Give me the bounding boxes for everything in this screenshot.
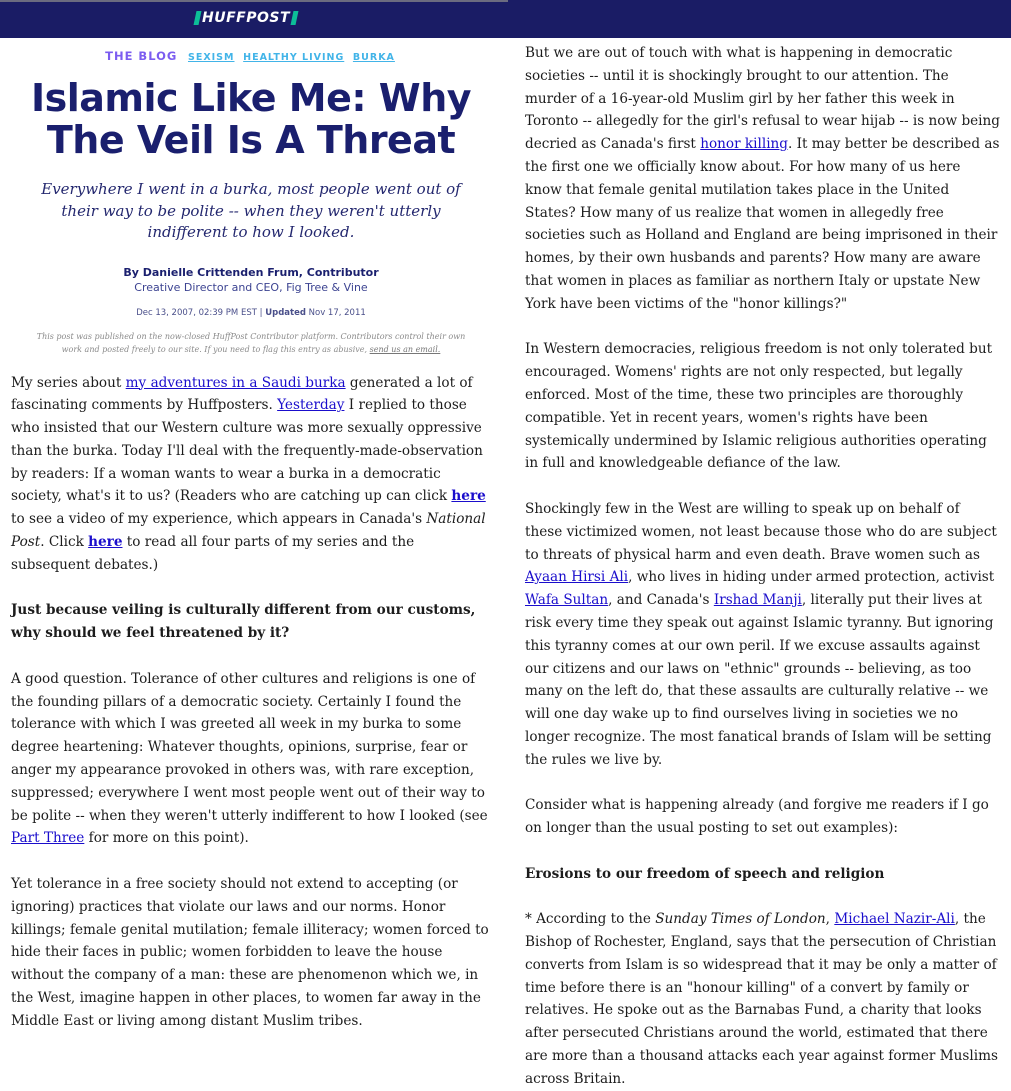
article-dates	[0, 308, 502, 318]
left-body	[11, 372, 492, 1033]
text: ,	[825, 911, 835, 928]
tag-link-healthy-living[interactable]: HEALTHY LIVING	[243, 52, 345, 63]
author-byline[interactable]: By Danielle Crittenden Frum, Contributor	[123, 265, 379, 279]
paragraph	[525, 908, 1001, 1090]
updated-label: Updated	[265, 307, 306, 318]
text: to read all four parts of my series and the subsequent debates.)	[11, 534, 415, 573]
text: But we are out of touch with what is happening in democratic societies -- until it is shockingly brought to our attention. The murder of a 16-year-old Muslim girl by her father this week in Toronto -- allegedly for the girl's refusal to wear hijab -- is now being decried as Canada's first	[525, 45, 1000, 153]
left-column	[0, 38, 502, 1029]
irshad-manji-link[interactable]: Irshad Manji	[713, 592, 802, 609]
text: . It may better be described as the first one we officially know about. For how many of us here know that female genital mutilation takes place in the United States? How many of us realize that women in allegedly free societies such as Holland and England are being imprisoned in their homes, by their own husbands and parents? How many are aware that women in places as familiar as northern Italy or upstate New York have been victims of the "honor killings?"	[525, 136, 1000, 312]
publication-name: National Post	[11, 511, 486, 551]
paragraph	[11, 372, 492, 577]
text: I replied to those who insisted that our Western culture was more sexually oppressive than the burka. Today I'll deal with the frequently-made-observation by readers: If a woman wants to wear a burka in a democratic society, what's it to us? (Readers who are catching up can click	[11, 397, 483, 505]
section-label[interactable]: THE BLOG	[105, 49, 178, 63]
text: My series about	[11, 374, 126, 391]
part-three-link[interactable]: Part Three	[11, 830, 85, 847]
send-email-link[interactable]: send us an email.	[369, 344, 441, 354]
text: Shockingly few in the West are willing to speak up on behalf of these victimized women, not least because those who do are subject to threats of physical harm and even death. Brave women such as	[525, 500, 997, 563]
kicker	[0, 49, 502, 63]
date-separator: |	[259, 307, 263, 318]
tag-link-burka[interactable]: BURKA	[352, 52, 395, 63]
video-here-link[interactable]: here	[451, 488, 486, 505]
text: , the Bishop of Rochester, England, says that the persecution of Christian converts from Islam is so widespread that it may be only a matter of time before there is an "honour killing" of a convert by family or relatives. He spoke out as the Barnabas Fund, a charity that looks after persecuted Christians around the world, estimated that there are more than a thousand attacks each year against former Muslims across Britain.	[525, 911, 998, 1087]
honor-killing-link[interactable]: honor killing	[700, 136, 789, 153]
paragraph: Yet tolerance in a free society should not extend to accepting (or ignoring) practices that violate our laws and our norms. Honor killings; female genital mutilation; female illiteracy; women forced to hide their faces in public; women forbidden to leave the house without the company of a man: these are phenomenon which we, in the West, imagine happen in other places, to women far away in the Middle East or living among distant Muslim tribes.	[11, 876, 489, 1029]
disclaimer-text: This post was published on the now-closed HuffPost Contributor platform. Contributors control their own work and posted freely to our site. If you need to flag this entry as abusive,	[36, 331, 466, 354]
paragraph	[11, 668, 492, 850]
logo-right-bar-icon	[291, 11, 299, 25]
article-title: Islamic Like Me: Why The Veil Is A Threat	[30, 76, 472, 162]
section-heading: Erosions to our freedom of speech and religion	[525, 865, 885, 882]
text: for more on this point).	[84, 830, 249, 847]
text: . Click	[40, 534, 89, 551]
yesterday-link[interactable]: Yesterday	[277, 397, 345, 414]
text: to see a video of my experience, which appears in Canada's	[11, 511, 427, 528]
michael-nazir-ali-link[interactable]: Michael Nazir-Ali	[834, 911, 955, 928]
updated-date: Nov 17, 2011	[308, 307, 366, 318]
publication-name: Sunday Times of London	[655, 911, 826, 928]
published-date: Dec 13, 2007, 02:39 PM EST	[136, 307, 257, 318]
text: , who lives in hiding under armed protection, activist	[628, 569, 995, 586]
wafa-sultan-link[interactable]: Wafa Sultan	[525, 592, 609, 609]
tag-link-sexism[interactable]: SEXISM	[187, 52, 235, 63]
contributor-disclaimer	[30, 330, 472, 356]
text: generated a lot of fascinating comments by Huffposters.	[11, 374, 473, 414]
section-heading: Just because veiling is culturally different from our customs, why should we feel threatened by it?	[11, 602, 476, 642]
paragraph: Consider what is happening already (and forgive me readers if I go on longer than the usual posting to set out examples):	[525, 797, 989, 837]
text: * According to the	[525, 911, 656, 928]
right-body	[525, 42, 1001, 1091]
saudi-burka-link[interactable]: my adventures in a Saudi burka	[125, 374, 346, 391]
series-here-link[interactable]: here	[88, 534, 123, 551]
paragraph: In Western democracies, religious freedom is not only tolerated but encouraged. Womens' rights are not only respected, but legally enforced. Most of the time, these two principles are thoroughly compatible. Yet in recent years, women's rights have been systemically undermined by Islamic religious authorities operating in full and knowledgeable defiance of the law.	[525, 341, 993, 472]
header-seam	[0, 0, 508, 2]
paragraph	[525, 42, 1001, 316]
article-subtitle: Everywhere I went in a burka, most people went out of their way to be polite -- when they weren't utterly indifferent to how I looked.	[41, 180, 461, 241]
logo-text: HUFFPOST	[202, 10, 291, 26]
right-column	[510, 38, 1011, 1087]
text: A good question. Tolerance of other cultures and religions is one of the founding pillars of a democratic society. Certainly I found the tolerance with which I was greeted all week in my burka to some degree heartening: Whatever thoughts, opinions, surprise, fear or anger my appearance provoked in others was, with rare exception, suppressed; everywhere I went most people went out of their way to be polite -- when they weren't utterly indifferent to how I looked (see	[11, 670, 488, 824]
ayaan-hirsi-ali-link[interactable]: Ayaan Hirsi Ali	[525, 569, 629, 586]
text: , literally put their lives at risk every time they speak out against Islamic tyranny. But ignoring this tyranny comes at our own peril. If we excuse assaults against our citizens and our laws on "ethnic" grounds -- believing, as too many on the left do, that these assaults are culturally relative -- we will one day wake up to find ourselves living in societies we no longer recognize. The most fanatical brands of Islam will be setting the rules we live by.	[525, 592, 994, 768]
huffpost-logo[interactable]	[195, 9, 297, 27]
author-role: Creative Director and CEO, Fig Tree & Vine	[134, 280, 368, 294]
site-header	[0, 0, 1011, 38]
text: , and Canada's	[608, 592, 714, 609]
logo-left-bar-icon	[194, 11, 202, 25]
paragraph	[525, 498, 1001, 772]
